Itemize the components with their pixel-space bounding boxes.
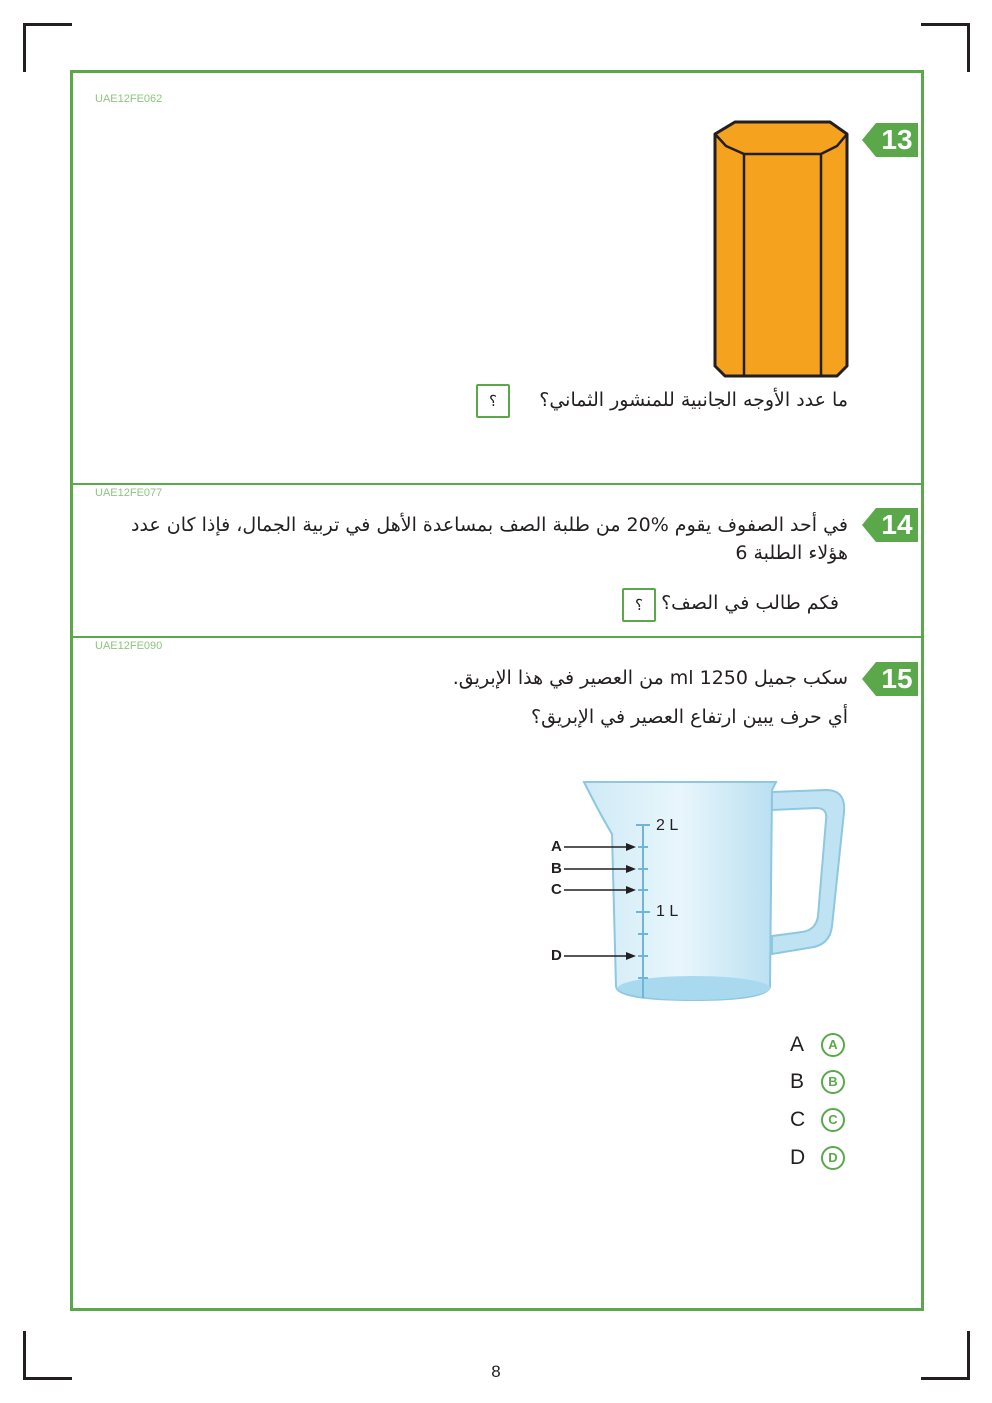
crop-mark-top-left <box>23 23 72 72</box>
pointer-label-b: B <box>551 860 562 877</box>
pointer-label-d: D <box>551 947 562 964</box>
question-text: في أحد الصفوف يقوم %20 من طلبة الصف بمساعدة الأهل في تربية الجمال، فإذا كان عدد هؤلاء الطلبة 6 <box>131 514 848 564</box>
option-bubble[interactable]: B <box>821 1070 845 1094</box>
answer-box[interactable]: ؟ <box>476 384 510 418</box>
page-number: 8 <box>491 1362 501 1381</box>
crop-mark-top-right <box>921 23 970 72</box>
question-number: 13 <box>881 124 913 155</box>
question-number-badge <box>862 508 918 542</box>
option-label: C <box>790 1108 806 1131</box>
pointer-label-c: C <box>551 881 562 898</box>
option-label: D <box>790 1146 806 1169</box>
question-text-followup: أي حرف يبين ارتفاع العصير في الإبريق؟ <box>531 706 848 728</box>
question-code: UAE12FE062 <box>95 93 163 105</box>
scale-label-2l: 2 L <box>656 817 679 834</box>
question-number: 14 <box>881 509 913 540</box>
question-code: UAE12FE090 <box>95 640 163 652</box>
option-bubble[interactable]: C <box>821 1108 845 1132</box>
question-text: سكب جميل 1250 ml من العصير في هذا الإبريق. <box>452 667 848 689</box>
section-divider <box>70 483 921 485</box>
option-label: A <box>790 1033 805 1056</box>
answer-box[interactable]: ؟ <box>622 588 656 622</box>
scale-label-1l: 1 L <box>656 903 679 920</box>
option-label: B <box>790 1070 805 1093</box>
question-number-badge <box>862 123 918 157</box>
pointer-label-a: A <box>551 838 562 855</box>
question-text-followup: فكم طالب في الصف؟ <box>661 592 839 614</box>
question-number: 15 <box>881 663 913 694</box>
option-bubble[interactable]: A <box>821 1033 845 1057</box>
measuring-jug-figure <box>540 776 850 1008</box>
section-divider <box>70 636 921 638</box>
question-text: ما عدد الأوجه الجانبية للمنشور الثماني؟ <box>539 389 848 411</box>
question-code: UAE12FE077 <box>95 487 163 499</box>
question-number-badge <box>862 662 918 696</box>
octagonal-prism-figure <box>710 117 852 379</box>
option-bubble[interactable]: D <box>821 1146 845 1170</box>
